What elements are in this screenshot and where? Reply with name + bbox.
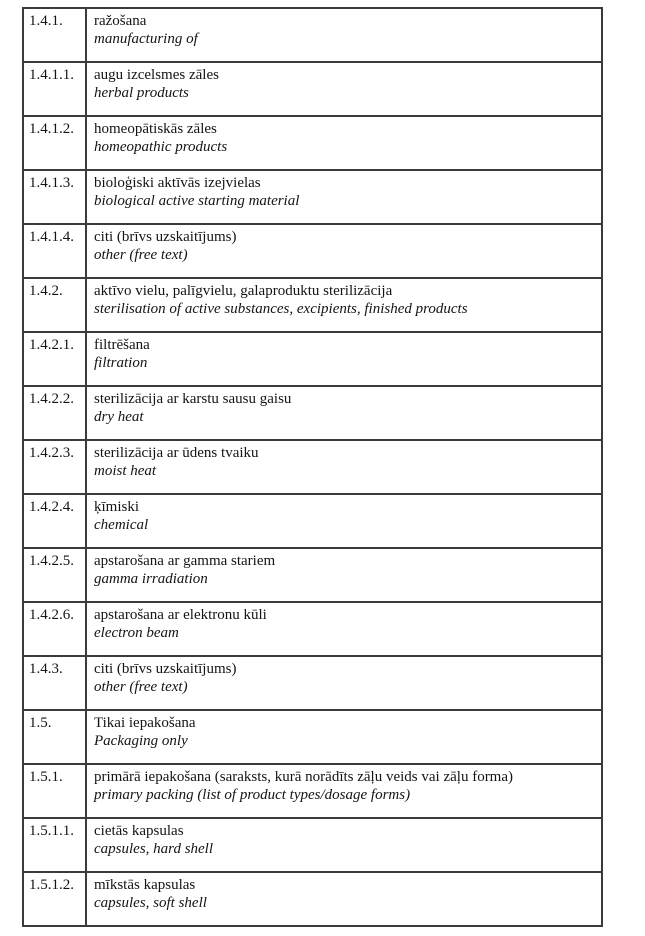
table-row [23, 602, 602, 656]
row-number: 1.4.3. [23, 656, 86, 710]
row-number: 1.4.2.2. [23, 386, 86, 440]
table-row [23, 62, 602, 116]
row-text-latvian: ķīmiski [94, 499, 140, 515]
row-description-cell [86, 332, 602, 386]
table-row [23, 818, 602, 872]
row-text-english: primary packing (list of product types/dosage forms) [94, 787, 411, 803]
row-text-english: sterilisation of active substances, excipients, finished products [94, 301, 468, 317]
table-row [23, 332, 602, 386]
row-text-latvian: augu izcelsmes zāles [94, 67, 219, 83]
row-text-latvian: citi (brīvs uzskaitījums) [94, 229, 237, 245]
row-number: 1.4.2.5. [23, 548, 86, 602]
row-text-english: dry heat [94, 409, 144, 425]
row-text-latvian: apstarošana ar elektronu kūli [94, 607, 267, 623]
row-number: 1.5.1.2. [23, 872, 86, 926]
row-number: 1.5. [23, 710, 86, 764]
row-text-english: Packaging only [94, 733, 188, 749]
row-text-english: capsules, soft shell [94, 895, 207, 911]
row-text-latvian: ražošana [94, 13, 147, 29]
row-text-latvian: apstarošana ar gamma stariem [94, 553, 276, 569]
row-text-english: chemical [94, 517, 149, 533]
row-number: 1.4.2.4. [23, 494, 86, 548]
row-text-latvian: cietās kapsulas [94, 823, 184, 839]
table-row [23, 656, 602, 710]
row-number: 1.4.1.2. [23, 116, 86, 170]
row-description-cell [86, 656, 602, 710]
row-text-latvian: primārā iepakošana (saraksts, kurā norādīts zāļu veids vai zāļu forma) [94, 769, 514, 785]
row-description-cell [86, 278, 602, 332]
row-text-latvian: Tikai iepakošana [94, 715, 196, 731]
row-description-cell [86, 602, 602, 656]
row-number: 1.4.1.1. [23, 62, 86, 116]
table-row [23, 440, 602, 494]
row-description-cell [86, 386, 602, 440]
row-text-english: gamma irradiation [94, 571, 208, 587]
row-description-cell [86, 710, 602, 764]
table-row [23, 872, 602, 926]
row-text-english: other (free text) [94, 247, 188, 263]
row-text-latvian: filtrēšana [94, 337, 150, 353]
table-row [23, 764, 602, 818]
row-text-latvian: citi (brīvs uzskaitījums) [94, 661, 237, 677]
table-row [23, 8, 602, 62]
row-description-cell [86, 116, 602, 170]
table-row [23, 224, 602, 278]
row-text-english: herbal products [94, 85, 189, 101]
row-description-cell [86, 818, 602, 872]
row-description-cell [86, 548, 602, 602]
row-text-english: electron beam [94, 625, 179, 641]
row-description-cell [86, 440, 602, 494]
table-row [23, 116, 602, 170]
row-text-english: capsules, hard shell [94, 841, 214, 857]
row-description-cell [86, 8, 602, 62]
row-text-latvian: bioloģiski aktīvās izejvielas [94, 175, 261, 191]
row-number: 1.4.2.3. [23, 440, 86, 494]
row-number: 1.4.1.3. [23, 170, 86, 224]
row-description-cell [86, 494, 602, 548]
row-number: 1.5.1. [23, 764, 86, 818]
row-text-english: homeopathic products [94, 139, 228, 155]
row-description-cell [86, 224, 602, 278]
row-description-cell [86, 764, 602, 818]
row-text-latvian: sterilizācija ar karstu sausu gaisu [94, 391, 292, 407]
table-row [23, 710, 602, 764]
row-description-cell [86, 62, 602, 116]
row-text-english: biological active starting material [94, 193, 300, 209]
row-text-english: other (free text) [94, 679, 188, 695]
table-row [23, 494, 602, 548]
row-text-latvian: sterilizācija ar ūdens tvaiku [94, 445, 259, 461]
row-number: 1.4.2.1. [23, 332, 86, 386]
row-text-latvian: aktīvo vielu, palīgvielu, galaproduktu sterilizācija [94, 283, 393, 299]
table-row [23, 548, 602, 602]
row-text-latvian: mīkstās kapsulas [94, 877, 196, 893]
row-description-cell [86, 872, 602, 926]
row-number: 1.4.1.4. [23, 224, 86, 278]
row-text-english: manufacturing of [94, 31, 198, 47]
table-row [23, 278, 602, 332]
row-text-english: filtration [94, 355, 148, 371]
table-row [23, 386, 602, 440]
row-description-cell [86, 170, 602, 224]
row-text-english: moist heat [94, 463, 157, 479]
table-body [23, 8, 602, 926]
row-text-latvian: homeopātiskās zāles [94, 121, 217, 137]
row-number: 1.4.1. [23, 8, 86, 62]
manufacturing-operations-table [22, 7, 603, 927]
row-number: 1.4.2. [23, 278, 86, 332]
table-row [23, 170, 602, 224]
row-number: 1.4.2.6. [23, 602, 86, 656]
row-number: 1.5.1.1. [23, 818, 86, 872]
